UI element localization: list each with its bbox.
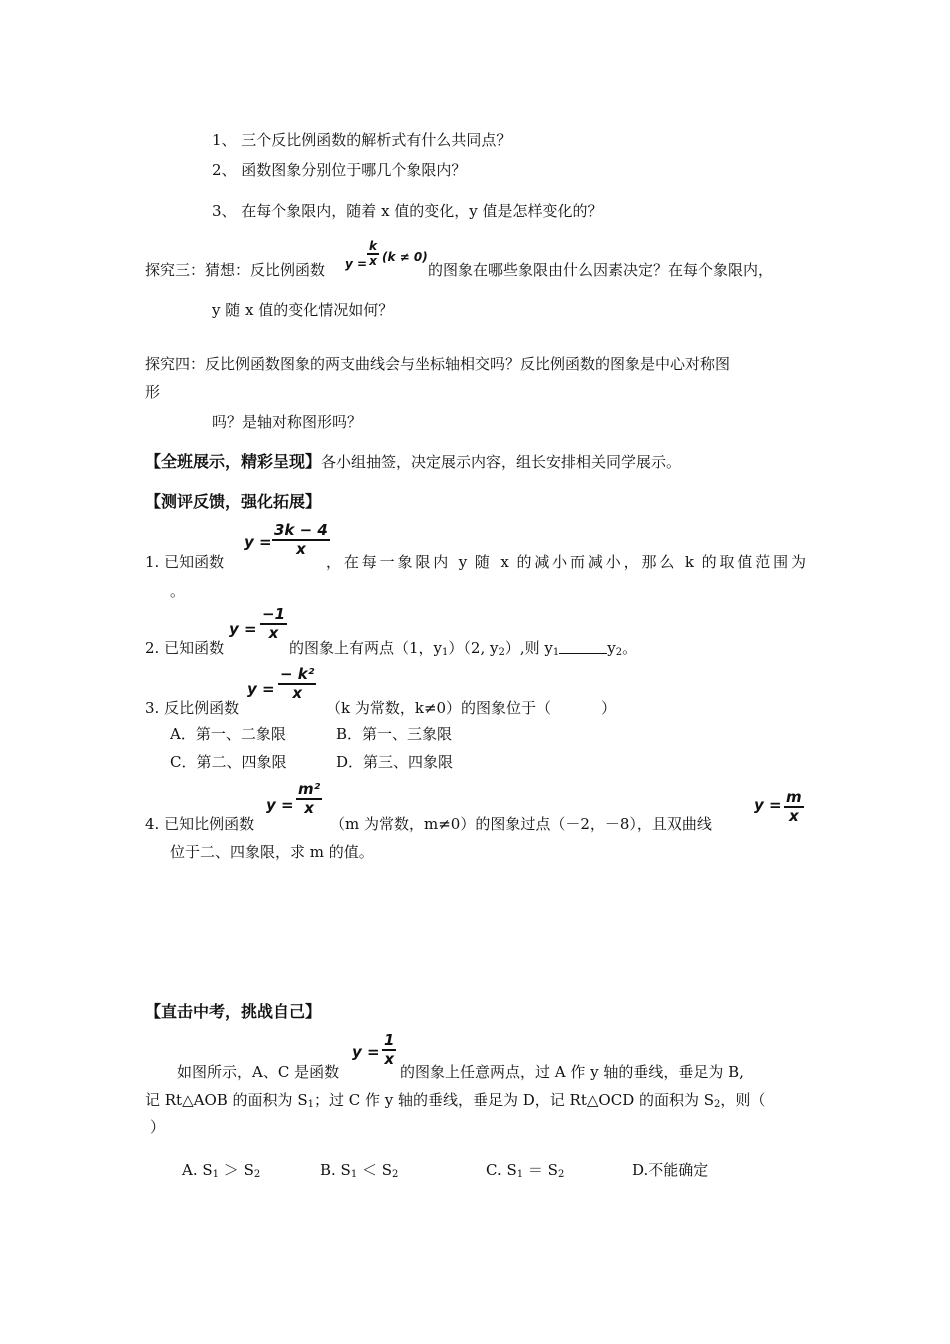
- p2-then: ）,则 y: [504, 639, 553, 657]
- p4-den: x: [304, 799, 314, 817]
- p2-after: 的图象上有两点（1，y: [289, 639, 443, 657]
- exam-option-a-s: A. S: [182, 1161, 213, 1179]
- p2-answer-blank[interactable]: [559, 641, 607, 654]
- exam-formula: [382, 1032, 396, 1068]
- p3-lhs: y =: [247, 680, 275, 698]
- exam-s2: 2: [714, 1099, 721, 1110]
- exam-option-c-sub2: 2: [557, 1169, 565, 1180]
- explore3-line2: y 随 x 值的变化情况如何？: [212, 301, 394, 319]
- p4-den2: x: [788, 807, 799, 825]
- exam-den: x: [384, 1050, 395, 1068]
- p2-text: [289, 638, 637, 663]
- p4-num2: m: [786, 788, 802, 806]
- p4-line2: 位于二、四象限，求 m 的值。: [170, 843, 374, 861]
- p3-option-a: A．第一、二象限: [170, 725, 286, 743]
- exam-num: 1: [384, 1031, 395, 1049]
- p3-before: 3. 反比例函数: [145, 699, 240, 717]
- p3-num: − k²: [280, 665, 315, 683]
- p3-after: （k 为常数，k≠0）的图象位于（: [326, 699, 552, 717]
- p2-sub4: 2: [615, 647, 623, 658]
- explore3-formula-num: k: [369, 239, 377, 253]
- p3-den: x: [292, 684, 303, 702]
- showcase-line: [145, 452, 681, 472]
- showcase-heading: 【全班展示，精彩呈现】: [145, 452, 322, 471]
- p1-formula: [272, 522, 330, 558]
- exam-option-b-s: B. S: [320, 1161, 351, 1179]
- explore4-line1: 探究四：反比例函数图象的两支曲线会与坐标轴相交吗？反比例函数的图象是中心对称图: [145, 355, 731, 373]
- p4-before: 4. 已知比例函数: [145, 815, 255, 833]
- exam-before: 如图所示，A、C 是函数: [177, 1063, 340, 1081]
- explore4-line3: 吗？是轴对称图形吗？: [212, 413, 363, 431]
- p2-end: 。: [622, 639, 638, 657]
- p3-close: ）: [601, 699, 617, 717]
- exam-option-b-sub2: 2: [392, 1169, 399, 1180]
- exam-option-c-op: ＝ S: [523, 1161, 558, 1179]
- exam-option-a-sub2: 2: [253, 1169, 261, 1180]
- exam-line3: ）: [150, 1118, 166, 1136]
- p2-mid: ）（2, y: [448, 639, 499, 657]
- p1-text: [326, 552, 806, 572]
- exam-line2a: 记 Rt△AOB 的面积为 S: [145, 1091, 308, 1109]
- explore3-formula: [367, 240, 379, 268]
- explore3-formula-cond: (k ≠ 0): [382, 250, 428, 264]
- p4-after: （m 为常数，m≠0）的图象过点（－2，－8），且双曲线: [330, 815, 712, 833]
- explore3-formula-den: x: [369, 254, 377, 268]
- question-3: 3、 在每个象限内，随着 x 值的变化，y 值是怎样变化的？: [212, 202, 603, 220]
- p1-den: x: [296, 540, 306, 558]
- p2-tail: y: [607, 639, 616, 657]
- feedback-heading: 【测评反馈，强化拓展】: [145, 492, 322, 511]
- exam-option-b-op: ＜ S: [357, 1161, 393, 1179]
- explore4-line2: 形: [145, 383, 161, 401]
- p2-den: x: [268, 624, 279, 642]
- p3-formula: [278, 666, 316, 702]
- exam-line2c: ，则（: [720, 1091, 766, 1109]
- p4-formula2: [784, 789, 804, 825]
- exam-after: 的图象上任意两点，过 A 作 y 轴的垂线，垂足为 B,: [400, 1063, 744, 1081]
- exam-option-c-sub1: 1: [516, 1169, 524, 1180]
- p2-num: −1: [262, 605, 286, 623]
- exam-option-b-sub1: 1: [350, 1169, 358, 1180]
- exam-option-a-op: ＞ S: [219, 1161, 254, 1179]
- p1-after: ，在每一象限内 y 随 x 的减小而减小，那么 k 的取值范围为: [326, 553, 806, 571]
- exam-option-a-sub1: 1: [212, 1169, 220, 1180]
- exam-option-d: D.不能确定: [632, 1161, 709, 1179]
- p3-option-c: C．第二、四象限: [170, 753, 287, 771]
- p4-num: m²: [298, 780, 321, 798]
- exam-line2b: ；过 C 作 y 轴的垂线，垂足为 D，记 Rt△OCD 的面积为 S: [313, 1091, 715, 1109]
- p4-formula: [296, 781, 322, 817]
- showcase-text: 各小组抽签，决定展示内容，组长安排相关同学展示。: [321, 453, 682, 471]
- p2-sub1: 1: [442, 647, 449, 658]
- p1-end: 。: [170, 582, 186, 600]
- p1-lhs: y =: [244, 533, 272, 551]
- exam-option-c-s: C. S: [486, 1161, 517, 1179]
- p3-option-d: D．第三、四象限: [336, 753, 454, 771]
- p2-lhs: y =: [229, 620, 257, 638]
- exam-heading: 【直击中考，挑战自己】: [145, 1002, 322, 1021]
- p3-option-b: B．第一、三象限: [336, 725, 453, 743]
- p2-formula: [260, 606, 287, 642]
- p2-before: 2. 已知函数: [145, 639, 225, 657]
- exam-lhs: y =: [352, 1043, 380, 1061]
- p1-num: 3k − 4: [274, 521, 328, 539]
- explore3-formula-lhs: y =: [345, 257, 368, 271]
- p2-sub3: 1: [552, 647, 560, 658]
- exam-line2: [145, 1090, 765, 1115]
- exam-option-c: [486, 1160, 564, 1185]
- explore3-intro: 探究三：猜想：反比例函数: [145, 261, 326, 279]
- p3-text: [326, 698, 616, 718]
- exam-option-b: [320, 1160, 398, 1185]
- question-2: 2、 函数图象分别位于哪几个象限内？: [212, 161, 467, 179]
- exam-s1: 1: [307, 1099, 314, 1110]
- p1-before: 1. 已知函数: [145, 553, 225, 571]
- p2-sub2: 2: [498, 647, 505, 658]
- exam-option-a: [182, 1160, 260, 1185]
- question-1: 1、 三个反比例函数的解析式有什么共同点？: [212, 131, 512, 149]
- p4-lhs: y =: [266, 796, 294, 814]
- p4-lhs2: y =: [754, 796, 782, 814]
- explore3-question: 的图象在哪些象限由什么因素决定？在每个象限内，: [428, 261, 774, 279]
